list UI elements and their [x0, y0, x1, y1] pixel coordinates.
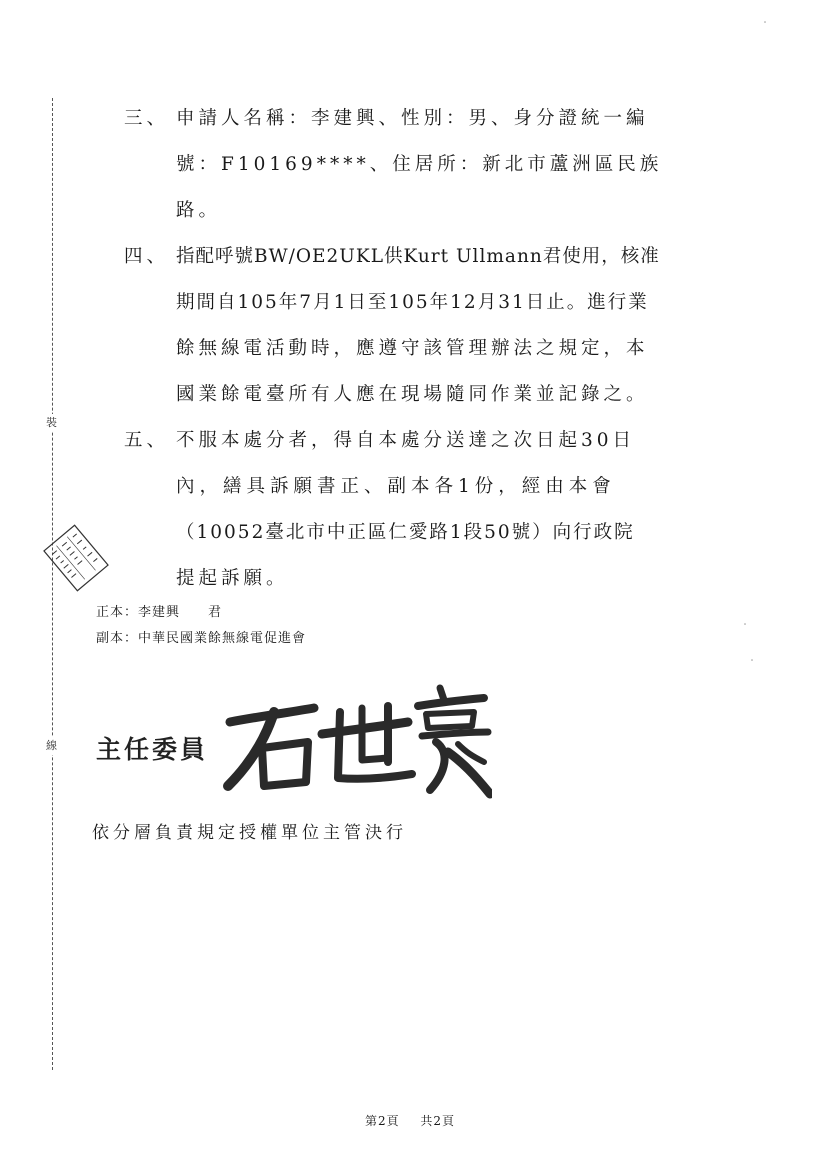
item-line: 餘無線電活動時，應遵守該管理辦法之規定，本 — [176, 338, 649, 359]
page-footer — [0, 1112, 820, 1129]
seal-stamp — [40, 522, 112, 594]
signatory-title: 主任委員 — [96, 735, 209, 764]
item-line: 號：F10169****、住居所：新北市蘆洲區民族 — [176, 154, 663, 175]
distribution-list — [96, 600, 306, 652]
item-line: 期間自105年7月1日至105年12月31日止。進行業 — [176, 292, 649, 313]
item-number: 四、 — [124, 246, 170, 267]
item-line: 內，繕具訴願書正、副本各1份，經由本會 — [176, 476, 616, 497]
page-number: 第2頁 — [364, 1114, 400, 1128]
item-line: 指配呼號BW/OE2UKL供Kurt Ullmann君使用，核准 — [176, 246, 660, 267]
binding-mark-bottom: 線 — [46, 737, 57, 755]
scan-specks — [740, 0, 820, 700]
item-number: 三、 — [124, 108, 170, 129]
item-number: 五、 — [124, 430, 170, 451]
item-line: 不服本處分者，得自本處分送達之次日起30日 — [176, 430, 636, 451]
page-total: 共2頁 — [420, 1114, 456, 1128]
copy-recipient: 副本：中華民國業餘無線電促進會 — [96, 631, 307, 646]
original-recipient: 正本：李建興 君 — [96, 605, 223, 620]
item-callsign — [124, 234, 724, 418]
item-line: 國業餘電臺所有人應在現場隨同作業並記錄之。 — [176, 384, 649, 405]
decision-items — [124, 96, 724, 602]
signatory-signature — [222, 682, 492, 802]
item-line: （10052臺北市中正區仁愛路1段50號）向行政院 — [176, 522, 635, 543]
item-line: 提起訴願。 — [176, 568, 289, 589]
binding-mark-top: 裝 — [46, 414, 57, 432]
item-applicant — [124, 96, 724, 234]
item-line: 申請人名稱：李建興、性別：男、身分證統一編 — [176, 108, 649, 129]
delegation-note: 依分層負責規定授權單位主管決行 — [92, 823, 407, 843]
item-line: 路。 — [176, 200, 222, 221]
item-appeal — [124, 418, 724, 602]
